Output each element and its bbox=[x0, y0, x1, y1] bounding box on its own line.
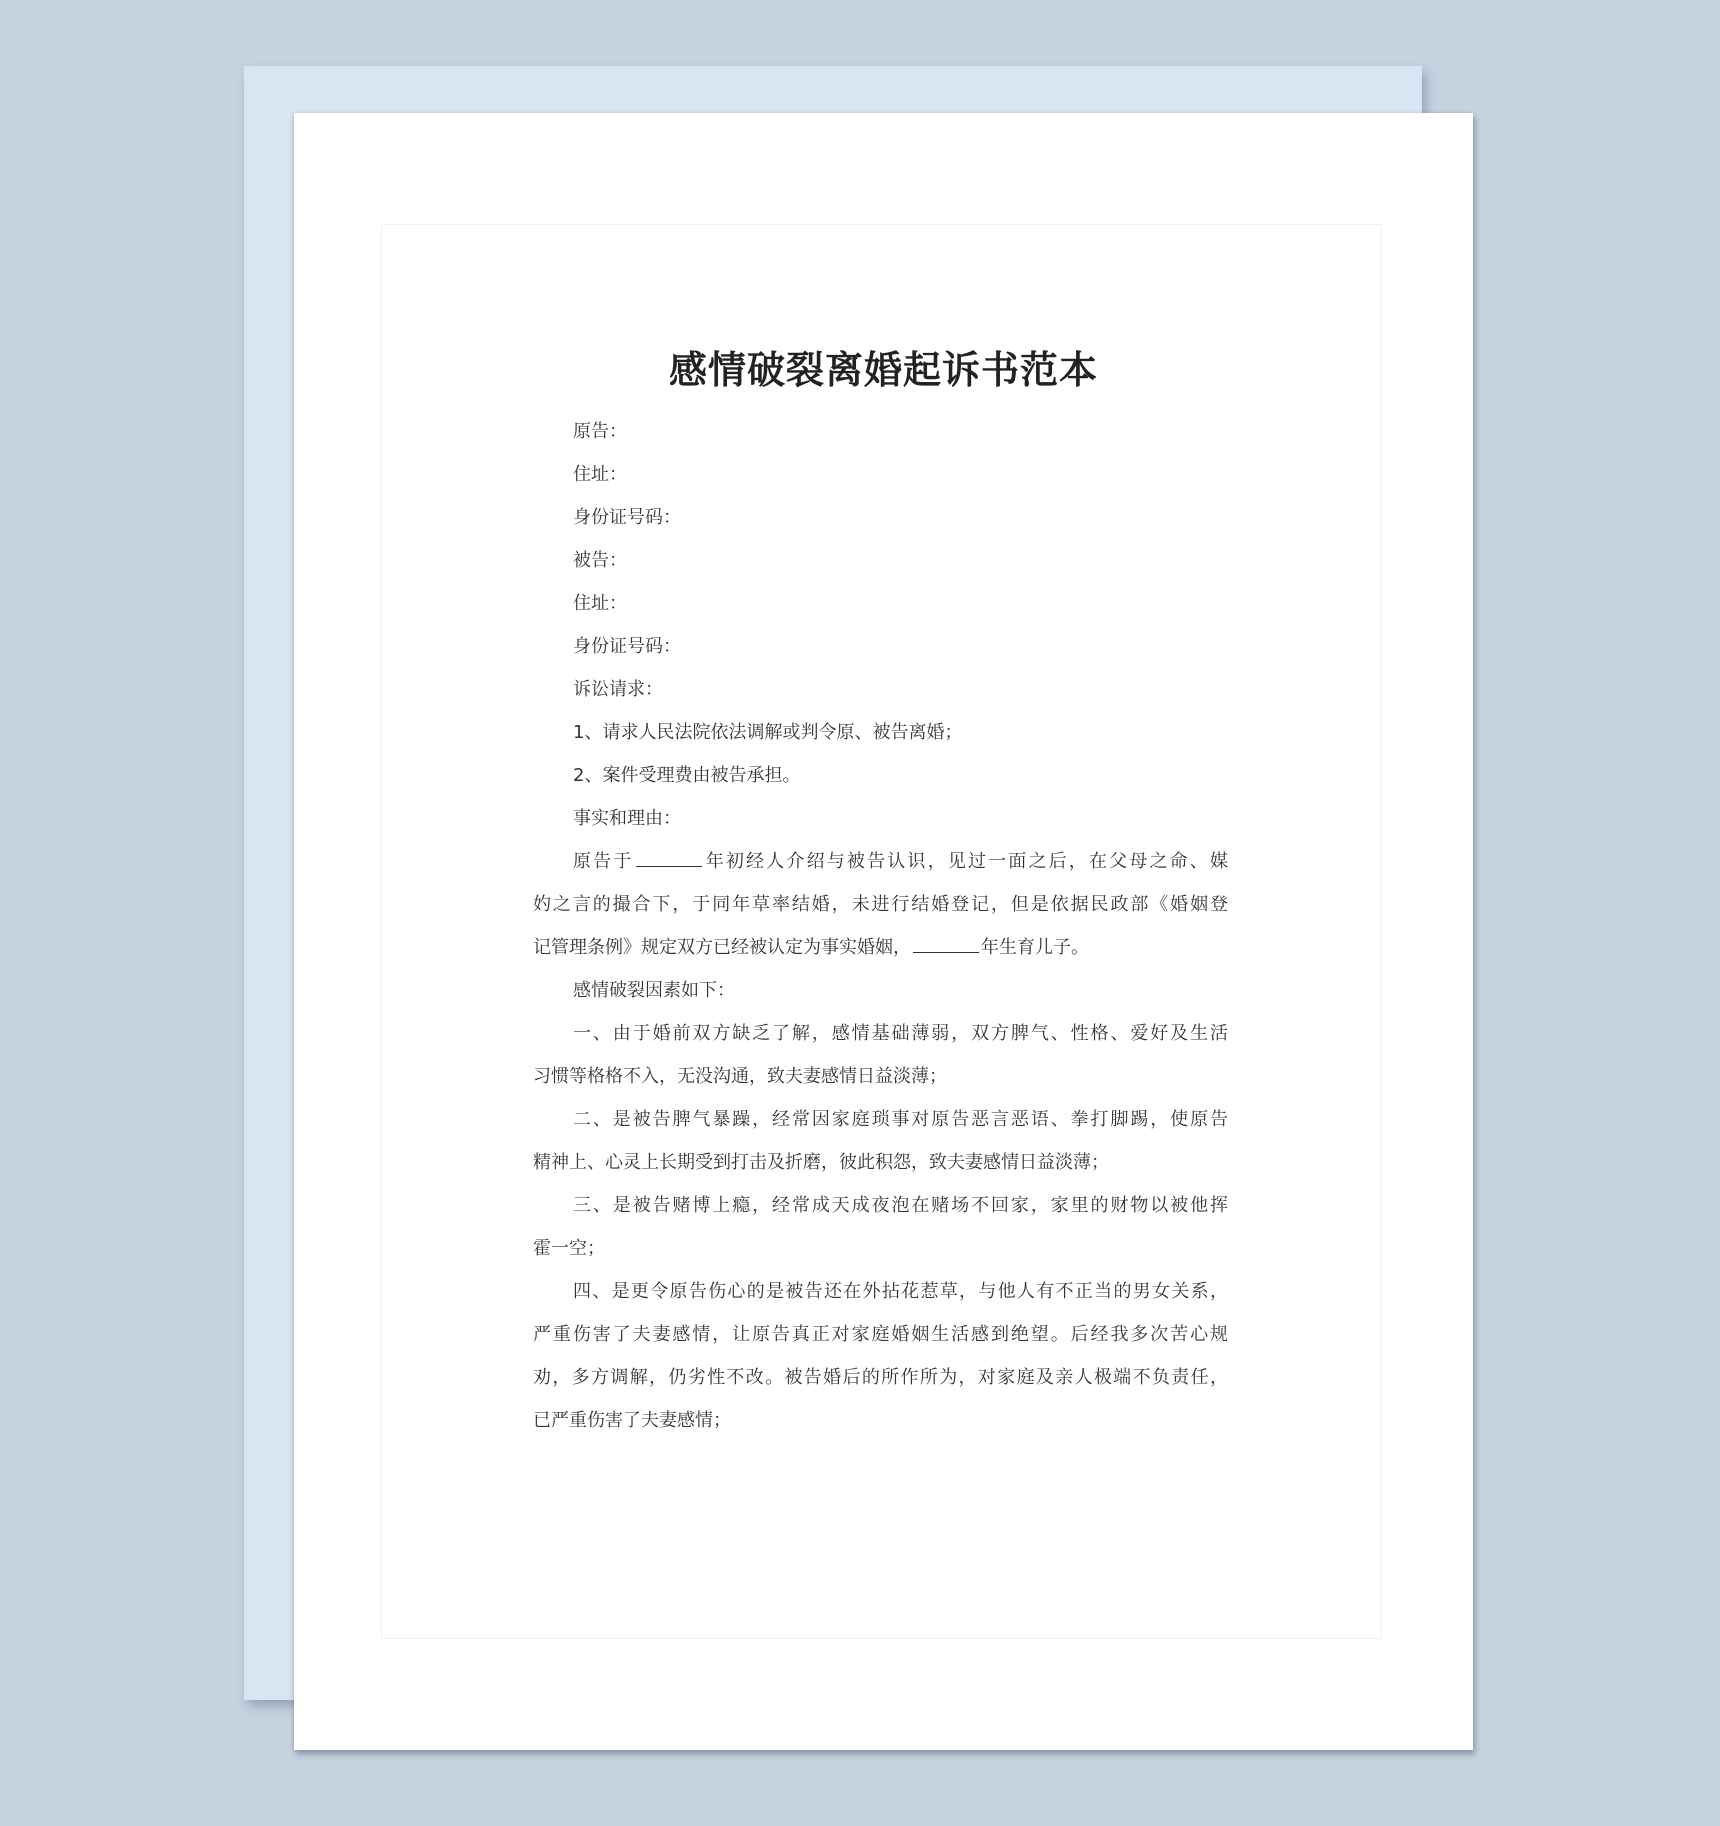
facts-heading: 事实和理由： bbox=[573, 808, 681, 829]
claim-item bbox=[533, 754, 1228, 797]
field-defendant: 被告： bbox=[573, 550, 627, 571]
field-defendant-address: 住址： bbox=[573, 593, 627, 614]
claim-number: 2 bbox=[573, 765, 585, 786]
text-segment: 年生育儿子。 bbox=[981, 937, 1089, 958]
claim-number: 1 bbox=[573, 722, 585, 743]
claim-text: 、请求人民法院依法调解或判令原、被告离婚； bbox=[584, 722, 963, 743]
factor-paragraph-1 bbox=[533, 1012, 1228, 1098]
paragraph-line: 妁之言的撮合下，于同年草率结婚，未进行结婚登记，但是依据民政部《婚姻登 bbox=[533, 894, 1228, 915]
claims-heading: 诉讼请求： bbox=[573, 679, 663, 700]
paragraph-line: 习惯等格格不入，无没沟通，致夫妻感情日益淡薄； bbox=[533, 1066, 947, 1087]
claim-item bbox=[533, 711, 1228, 754]
fill-in-blank-year bbox=[913, 936, 979, 953]
factors-heading: 感情破裂因素如下： bbox=[573, 980, 735, 1001]
paragraph-line: 已严重伤害了夫妻感情； bbox=[533, 1410, 731, 1431]
paragraph-line: 劝，多方调解，仍劣性不改。被告婚后的所作所为，对家庭及亲人极端不负责任， bbox=[533, 1367, 1228, 1388]
factor-paragraph-4 bbox=[533, 1270, 1228, 1442]
paragraph-line: 三、是被告赌博上瘾，经常成天成夜泡在赌场不回家，家里的财物以被他挥 bbox=[573, 1195, 1228, 1216]
document-title: 感情破裂离婚起诉书范本 bbox=[668, 348, 1098, 392]
text-segment: 年初经人介绍与被告认识，见过一面之后，在父母之命、媒 bbox=[703, 851, 1229, 872]
facts-paragraph bbox=[533, 840, 1228, 969]
field-plaintiff: 原告： bbox=[573, 421, 627, 442]
factor-paragraph-3 bbox=[533, 1184, 1228, 1270]
field-defendant-id: 身份证号码： bbox=[573, 636, 681, 657]
paragraph-line: 霍一空； bbox=[533, 1238, 605, 1259]
fill-in-blank-year bbox=[636, 850, 702, 867]
paragraph-line: 二、是被告脾气暴躁，经常因家庭琐事对原告恶言恶语、拳打脚踢，使原告 bbox=[573, 1109, 1228, 1130]
factor-paragraph-2 bbox=[533, 1098, 1228, 1184]
document-page bbox=[294, 113, 1473, 1750]
document-body bbox=[533, 410, 1228, 1442]
paragraph-line: 四、是更令原告伤心的是被告还在外拈花惹草，与他人有不正当的男女关系， bbox=[573, 1281, 1228, 1302]
text-segment: 原告于 bbox=[573, 851, 634, 872]
text-segment: 记管理条例》规定双方已经被认定为事实婚姻， bbox=[533, 937, 911, 958]
claim-text: 、案件受理费由被告承担。 bbox=[584, 765, 801, 786]
field-plaintiff-address: 住址： bbox=[573, 464, 627, 485]
paragraph-line bbox=[533, 840, 1228, 883]
paragraph-line: 精神上、心灵上长期受到打击及折磨，彼此积怨，致夫妻感情日益淡薄； bbox=[533, 1152, 1109, 1173]
paragraph-line: 严重伤害了夫妻感情，让原告真正对家庭婚姻生活感到绝望。后经我多次苦心规 bbox=[533, 1324, 1228, 1345]
paragraph-line bbox=[533, 926, 1228, 969]
field-plaintiff-id: 身份证号码： bbox=[573, 507, 681, 528]
paragraph-line: 一、由于婚前双方缺乏了解，感情基础薄弱，双方脾气、性格、爱好及生活 bbox=[573, 1023, 1228, 1044]
